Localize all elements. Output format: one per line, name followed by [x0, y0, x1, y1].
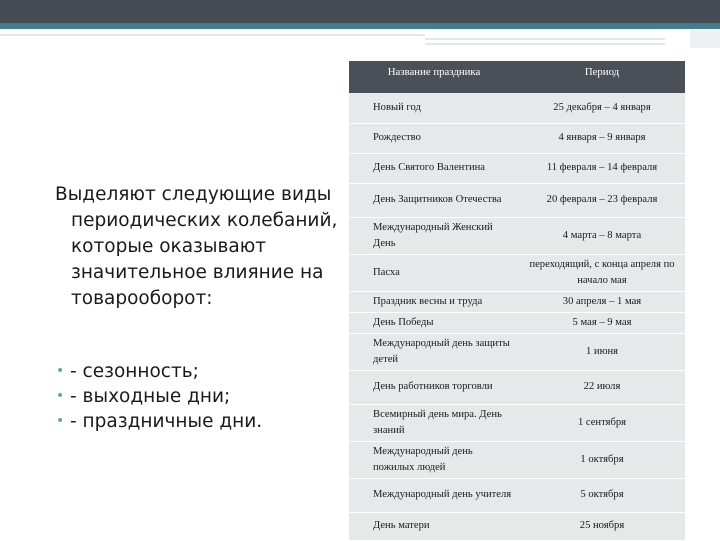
- table-header-row: [349, 61, 685, 93]
- table-row: [349, 217, 685, 254]
- holiday-period: 11 февраля – 14 февраля: [519, 153, 685, 183]
- column-header: Название праздника: [349, 61, 519, 93]
- decor-line: [425, 43, 665, 45]
- holiday-name: Международный день защиты детей: [349, 333, 519, 370]
- table-row: [349, 291, 685, 312]
- holidays-table-container: [349, 61, 685, 531]
- holiday-name: Новый год: [349, 93, 519, 123]
- holiday-name: День Победы: [349, 312, 519, 333]
- table-row: [349, 441, 685, 478]
- decor-line: [0, 34, 425, 36]
- bullet-text: - выходные дни;: [70, 386, 231, 407]
- intro-text: Выделяют следующие виды периодических колебаний, которые оказывают значительное влияние на товарооборот:: [55, 184, 338, 309]
- bullet-text: - сезонность;: [70, 361, 199, 382]
- holiday-name: Международный день пожилых людей: [349, 441, 519, 478]
- holiday-period: 5 октября: [519, 478, 685, 512]
- holiday-period: 4 марта – 8 марта: [519, 217, 685, 254]
- bullet-text: - праздничные дни.: [70, 411, 263, 432]
- holiday-period: 5 мая – 9 мая: [519, 312, 685, 333]
- list-item: [56, 359, 262, 384]
- holiday-period: 30 апреля – 1 мая: [519, 291, 685, 312]
- decor-line: [425, 38, 665, 40]
- holiday-name: Праздник весны и труда: [349, 291, 519, 312]
- list-item: [56, 384, 262, 409]
- list-item: [56, 409, 262, 434]
- holiday-name: Международный день учителя: [349, 478, 519, 512]
- table-row: [349, 370, 685, 404]
- holiday-period: переходящий, с конца апреля по начало мая: [519, 254, 685, 291]
- holiday-period: 1 сентября: [519, 404, 685, 441]
- table-row: [349, 123, 685, 153]
- holiday-period: 20 февраля – 23 февраля: [519, 183, 685, 217]
- holiday-period: 25 декабря – 4 января: [519, 93, 685, 123]
- table-row: [349, 153, 685, 183]
- table-row: [349, 478, 685, 512]
- holiday-name: День матери: [349, 512, 519, 540]
- holiday-period: 4 января – 9 января: [519, 123, 685, 153]
- accent-stripe: [0, 23, 720, 29]
- column-header: Период: [519, 61, 685, 93]
- holiday-period: 22 июля: [519, 370, 685, 404]
- holiday-period: 1 октября: [519, 441, 685, 478]
- table-row: [349, 404, 685, 441]
- holidays-table: [349, 61, 685, 541]
- holiday-name: День работников торговли: [349, 370, 519, 404]
- decor-block: [690, 30, 720, 48]
- table-row: [349, 333, 685, 370]
- bullet-list: [56, 359, 262, 434]
- bullet-icon: •: [56, 413, 65, 429]
- holiday-name: День Защитников Отечества: [349, 183, 519, 217]
- table-row: [349, 512, 685, 540]
- holiday-name: День Святого Валентина: [349, 153, 519, 183]
- bullet-icon: •: [56, 363, 65, 379]
- holiday-name: Пасха: [349, 254, 519, 291]
- table-row: [349, 312, 685, 333]
- table-row: [349, 93, 685, 123]
- holiday-name: Рождество: [349, 123, 519, 153]
- bullet-icon: •: [56, 388, 65, 404]
- holiday-name: Всемирный день мира. День знаний: [349, 404, 519, 441]
- table-row: [349, 254, 685, 291]
- holiday-period: 1 июня: [519, 333, 685, 370]
- holiday-period: 25 ноября: [519, 512, 685, 540]
- table-row: [349, 183, 685, 217]
- holiday-name: Международный Женский День: [349, 217, 519, 254]
